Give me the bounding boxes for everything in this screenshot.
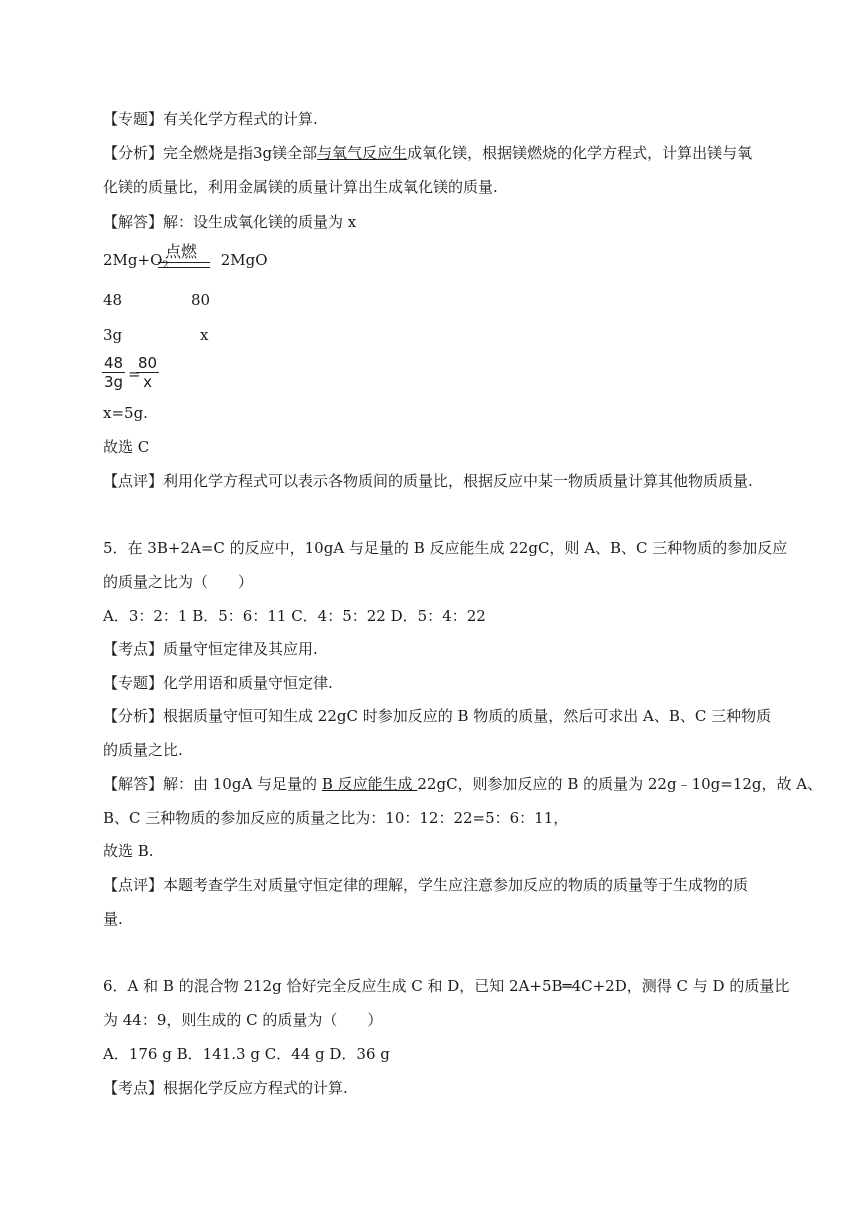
- q5-solution-line1: [103, 774, 822, 794]
- q4-topic: 【专题】有关化学方程式的计算.: [103, 110, 318, 128]
- fraction-left-denominator: 3g: [102, 372, 125, 391]
- q5-comment-line1: 【点评】本题考查学生对质量守恒定律的理解，学生应注意参加反应的物质的质量等于生成物的质: [103, 876, 749, 894]
- q4-solution-line1: 【解答】解：设生成氧化镁的质量为 x: [103, 213, 357, 231]
- mass-ratio-a: 48: [103, 291, 123, 309]
- q5-choice: 故选 B.: [103, 842, 154, 860]
- q6-stem-line2: 为 44：9，则生成的 C 的质量为（ ）: [103, 1011, 383, 1029]
- q6-options: A．176 g B．141.3 g C．44 g D．36 g: [103, 1045, 390, 1063]
- q4-choice: 故选 C: [103, 438, 150, 456]
- q5-solution-pre: 【解答】解：由 10gA 与足量的: [103, 775, 322, 793]
- equation-left: 2Mg+O: [103, 251, 163, 269]
- fraction-right-denominator: x: [136, 372, 159, 391]
- fraction-equals: =: [128, 365, 141, 383]
- fraction-right: [136, 354, 159, 391]
- q5-stem-line1: 5．在 3B+2A=C 的反应中，10gA 与足量的 B 反应能生成 22gC，则 A、B、C 三种物质的参加反应: [103, 539, 788, 557]
- chemical-equation: [103, 250, 268, 276]
- fraction-left-numerator: 48: [104, 354, 124, 372]
- equation-left-subscript: 2: [162, 260, 169, 271]
- q4-analysis-pre: 【分析】完全燃烧是指3g镁全部: [103, 144, 318, 162]
- q5-topic: 【专题】化学用语和质量守恒定律.: [103, 674, 333, 692]
- q4-analysis-post: 成氧化镁，根据镁燃烧的化学方程式，计算出镁与氧: [407, 144, 753, 162]
- equation-right: 2MgO: [220, 251, 268, 269]
- q6-stem-line1: 6．A 和 B 的混合物 212g 恰好完全反应生成 C 和 D，已知 2A+5B═4C+2D，测得 C 与 D 的质量比: [103, 977, 790, 995]
- fraction-right-numerator: 80: [138, 354, 158, 372]
- q4-analysis-line1: [103, 143, 752, 163]
- given-mass-a: 3g: [103, 326, 123, 344]
- q5-options: A．3：2：1 B．5：6：11 C．4：5：22 D．5：4：22: [103, 607, 486, 625]
- q5-analysis-line1: 【分析】根据质量守恒可知生成 22gC 时参加反应的 B 物质的质量，然后可求出 A、B、C 三种物质: [103, 707, 772, 725]
- given-mass-b: x: [200, 326, 209, 344]
- q5-analysis-line2: 的质量之比.: [103, 741, 183, 759]
- q4-analysis-underlined: 与氧气反应生: [317, 144, 408, 162]
- q5-stem-line2: 的质量之比为（ ）: [103, 573, 254, 591]
- q6-kaodian: 【考点】根据化学反应方程式的计算.: [103, 1079, 348, 1097]
- q5-comment-line2: 量.: [103, 910, 123, 928]
- reaction-condition: 点燃: [165, 242, 198, 261]
- q5-solution-underlined: B 反应能生成: [321, 775, 418, 793]
- q4-comment: 【点评】利用化学方程式可以表示各物质间的质量比，根据反应中某一物质质量计算其他物质质量.: [103, 472, 753, 490]
- q5-solution-line2: B、C 三种物质的参加反应的质量之比为：10：12：22=5：6：11，: [103, 809, 569, 827]
- fraction-left: [102, 354, 125, 391]
- q5-solution-post: 22gC，则参加反应的 B 的质量为 22g﹣10g=12g，故 A、: [417, 775, 823, 793]
- q4-analysis-line2: 化镁的质量比，利用金属镁的质量计算出生成氧化镁的质量.: [103, 178, 498, 196]
- q5-kaodian: 【考点】质量守恒定律及其应用.: [103, 640, 318, 658]
- q4-result: x=5g.: [103, 404, 148, 422]
- mass-ratio-b: 80: [191, 291, 211, 309]
